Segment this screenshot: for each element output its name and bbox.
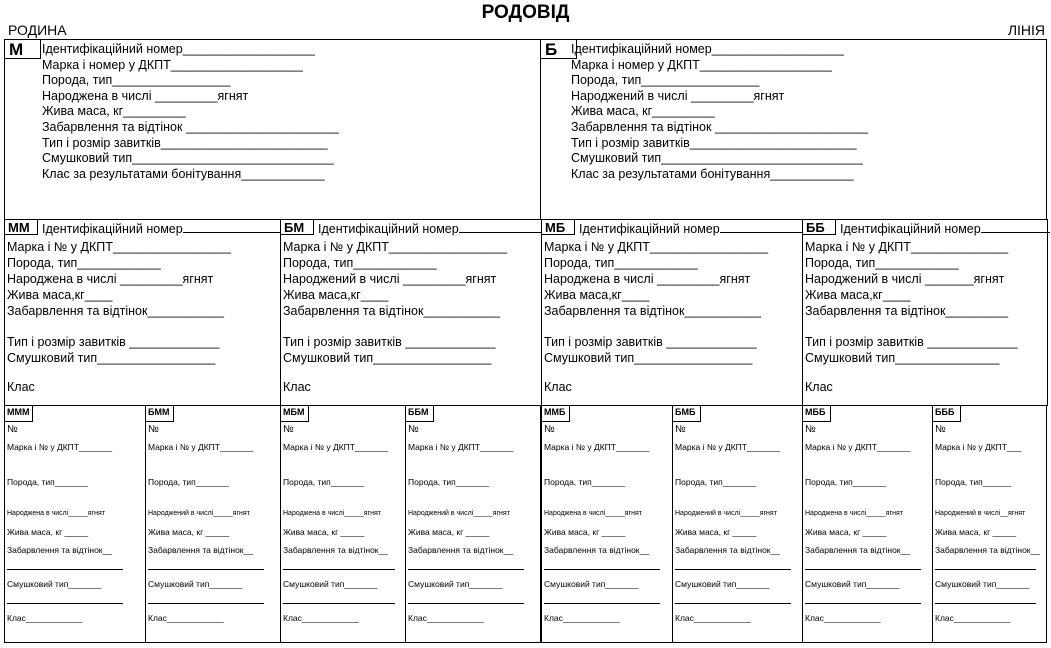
field-line: Марка і № у ДКПТ______________ [805,240,1009,254]
field-line: Народжена в числі _________ягнят [544,272,751,286]
mid-tag: БМ [280,219,314,235]
field-line: Марка і номер у ДКПТ___________________ [571,57,832,72]
field-line: Клас за результатами бонітування____________ [571,166,854,181]
field-color: Забарвлення та відтінок__ [805,545,910,555]
id-label [42,221,283,237]
field-born: Народжена в числі_____ягнят [544,510,642,517]
field-no: № [408,424,419,435]
field-no: № [7,424,18,435]
blank-underline [283,569,395,570]
field-mark: Марка і № у ДКПТ_______ [408,442,514,452]
field-cls: Клас____________ [7,613,83,623]
id-underline [459,221,544,233]
field-mark: Марка і № у ДКПТ_______ [675,442,781,452]
field-line: Порода, тип_________________ [571,73,760,88]
field-color: Забарвлення та відтінок__ [408,545,513,555]
blank-underline [7,603,123,604]
id-underline [183,221,283,233]
mid-tag: ББ [802,219,836,235]
field-line: Забарвлення та відтінок___________ [283,304,500,318]
field-line: Клас [7,380,35,394]
field-line: Забарвлення та відтінок ______________________ [42,120,339,134]
field-line: Тип і розмір завитків________________________ [571,135,857,150]
field-skin: Смушковий тип_______ [544,579,639,589]
mid-tag: ММ [4,219,38,235]
field-line: Забарвлення та відтінок___________ [544,304,761,318]
field-line: Смушковий тип_________________ [283,351,492,365]
family-label: РОДИНА [8,22,67,38]
field-cls: Клас____________ [544,613,620,623]
field-line: Ідентифікаційний номер___________________ [571,42,844,56]
field-line: Смушковий тип_________________ [544,351,753,365]
blank-underline [408,603,524,604]
field-line: Жива маса,кг____ [544,288,650,302]
field-born: Народжений в числі_____ягнят [148,510,250,517]
page-title: РОДОВІД [481,2,570,23]
blank-underline [283,603,395,604]
field-skin: Смушковий тип_______ [935,579,1030,589]
field-line: Порода, тип____________ [7,256,161,270]
field-line: Порода, тип_________________ [42,73,231,88]
field-breed: Порода, тип_______ [7,477,88,487]
field-no: № [283,424,294,435]
field-line: Народжений в числі _________ягнят [571,88,785,103]
field-line: Жива маса, кг_________ [571,104,715,119]
field-line: Тип і розмір завитків _____________ [283,335,496,349]
field-line: Клас [283,380,311,394]
field-line: Народжена в числі _________ягнят [42,88,249,103]
field-mass: Жива маса, кг _____ [148,527,230,537]
id-underline [720,221,805,233]
field-breed: Порода, тип_______ [408,477,489,487]
top-box-1 [540,39,1047,220]
field-color: Забарвлення та відтінок__ [675,545,780,555]
mid-box-2 [541,219,803,406]
blank-underline [935,569,1036,570]
field-born: Народжений в числі_____ягнят [675,510,777,517]
field-born: Народжена в числі_____ягнят [7,510,105,517]
mid-box-1 [280,219,542,406]
field-no: № [805,424,816,435]
field-line: Жива маса,кг____ [283,288,389,302]
field-mark: Марка і № у ДКПТ_______ [805,442,911,452]
id-label [579,221,805,237]
field-breed: Порода, тип_______ [544,477,625,487]
field-line: Народжений в числі _________ягнят [283,272,497,286]
field-line: Забарвлення та відтінок_________ [805,304,1009,318]
top-box-0 [4,39,541,220]
field-mark: Марка і № у ДКПТ_______ [283,442,389,452]
field-cls: Клас____________ [283,613,359,623]
field-line: Жива маса, кг_________ [42,104,186,119]
field-line: Народжена в числі _________ягнят [7,272,214,286]
field-skin: Смушковий тип_______ [283,579,378,589]
bottom-tag: ББМ [405,405,434,422]
field-color: Забарвлення та відтінок__ [935,545,1040,555]
bottom-tag: БББ [932,405,961,422]
bottom-tag: БММ [145,405,174,422]
field-cls: Клас____________ [805,613,881,623]
field-cls: Клас____________ [148,613,224,623]
field-line: Марка і № у ДКПТ_________________ [283,240,508,254]
bottom-box-5 [672,405,803,643]
blank-underline [7,569,123,570]
field-line: Порода, тип____________ [283,256,437,270]
field-mass: Жива маса, кг _____ [408,527,490,537]
field-mass: Жива маса, кг _____ [283,527,365,537]
bottom-tag: ММБ [541,405,570,422]
blank-underline [148,569,264,570]
field-mass: Жива маса, кг _____ [675,527,757,537]
bottom-box-1 [145,405,281,643]
line-label: ЛІНІЯ [1007,22,1045,38]
mid-box-0 [4,219,281,406]
field-color: Забарвлення та відтінок__ [148,545,253,555]
field-line: Клас [805,380,833,394]
field-born: Народжена в числі_____ягнят [805,510,903,517]
field-skin: Смушковий тип_______ [148,579,243,589]
bottom-box-7 [932,405,1047,643]
id-label [840,221,1050,237]
field-breed: Порода, тип______ [935,477,1012,487]
field-cls: Клас____________ [408,613,484,623]
field-line: Порода, тип____________ [805,256,959,270]
bottom-box-3 [405,405,541,643]
bottom-tag: БМБ [672,405,701,422]
field-born: Народжена в числі_____ягнят [283,510,381,517]
field-mark: Марка і № у ДКПТ___ [935,442,1022,452]
field-breed: Порода, тип_______ [283,477,364,487]
blank-underline [935,603,1036,604]
field-no: № [148,424,159,435]
field-line: Тип і розмір завитків _____________ [805,335,1018,349]
bottom-box-0 [4,405,146,643]
blank-underline [805,569,921,570]
mid-tag: МБ [541,219,575,235]
id-text: Ідентифікаційний номер [840,222,981,236]
id-text: Ідентифікаційний номер [318,222,459,236]
id-text: Ідентифікаційний номер [579,222,720,236]
field-line: Жива маса,кг____ [7,288,113,302]
field-line: Марка і № у ДКПТ_________________ [544,240,769,254]
blank-underline [675,569,791,570]
field-line: Забарвлення та відтінок___________ [7,304,224,318]
field-mass: Жива маса, кг _____ [935,527,1017,537]
field-mark: Марка і № у ДКПТ_______ [544,442,650,452]
field-mass: Жива маса, кг _____ [544,527,626,537]
bottom-tag: МББ [802,405,831,422]
field-line: Клас [544,380,572,394]
bottom-box-4 [541,405,673,643]
blank-underline [544,569,660,570]
field-breed: Порода, тип_______ [675,477,756,487]
id-label [318,221,544,237]
field-line: Клас за результатами бонітування____________ [42,166,325,181]
blank-underline [408,569,524,570]
id-underline [981,221,1050,233]
blank-underline [544,603,660,604]
field-color: Забарвлення та відтінок__ [544,545,649,555]
bottom-box-2 [280,405,406,643]
field-line: Смушковий тип_________________ [7,351,216,365]
field-line: Забарвлення та відтінок ______________________ [571,120,868,134]
field-no: № [675,424,686,435]
field-skin: Смушковий тип_______ [675,579,770,589]
field-cls: Клас____________ [935,613,1011,623]
field-born: Народжений в числі__ягнят [935,510,1026,517]
bottom-tag: МММ [4,405,33,422]
blank-underline [805,603,921,604]
blank-underline [675,603,791,604]
field-born: Народжений в числі_____ягнят [408,510,510,517]
field-line: Жива маса,кг____ [805,288,911,302]
top-tag: Б [540,39,577,59]
field-line: Тип і розмір завитків________________________ [42,135,328,150]
field-breed: Порода, тип_______ [805,477,886,487]
mid-box-3 [802,219,1048,406]
field-color: Забарвлення та відтінок__ [7,545,112,555]
field-skin: Смушковий тип_______ [805,579,900,589]
id-text: Ідентифікаційний номер [42,222,183,236]
field-no: № [935,424,946,435]
field-skin: Смушковий тип_______ [7,579,102,589]
field-line: Марка і номер у ДКПТ___________________ [42,57,303,72]
field-breed: Порода, тип_______ [148,477,229,487]
field-line: Порода, тип____________ [544,256,698,270]
blank-underline [148,603,264,604]
field-mass: Жива маса, кг _____ [7,527,89,537]
field-line: Смушковий тип_______________ [805,351,1000,365]
field-line: Смушковий тип_____________________________ [571,151,863,166]
field-color: Забарвлення та відтінок__ [283,545,388,555]
field-line: Тип і розмір завитків _____________ [7,335,220,349]
field-no: № [544,424,555,435]
field-line: Тип і розмір завитків _____________ [544,335,757,349]
bottom-box-6 [802,405,933,643]
field-line: Марка і № у ДКПТ_________________ [7,240,232,254]
field-line: Народжений в числі _______ягнят [805,272,1005,286]
field-mark: Марка і № у ДКПТ_______ [148,442,254,452]
field-mark: Марка і № у ДКПТ_______ [7,442,113,452]
field-line: Смушковий тип_____________________________ [42,151,334,166]
field-line: Ідентифікаційний номер___________________ [42,42,315,56]
field-mass: Жива маса, кг _____ [805,527,887,537]
field-skin: Смушковий тип_______ [408,579,503,589]
field-cls: Клас____________ [675,613,751,623]
bottom-tag: МБМ [280,405,309,422]
top-tag: М [4,39,41,59]
